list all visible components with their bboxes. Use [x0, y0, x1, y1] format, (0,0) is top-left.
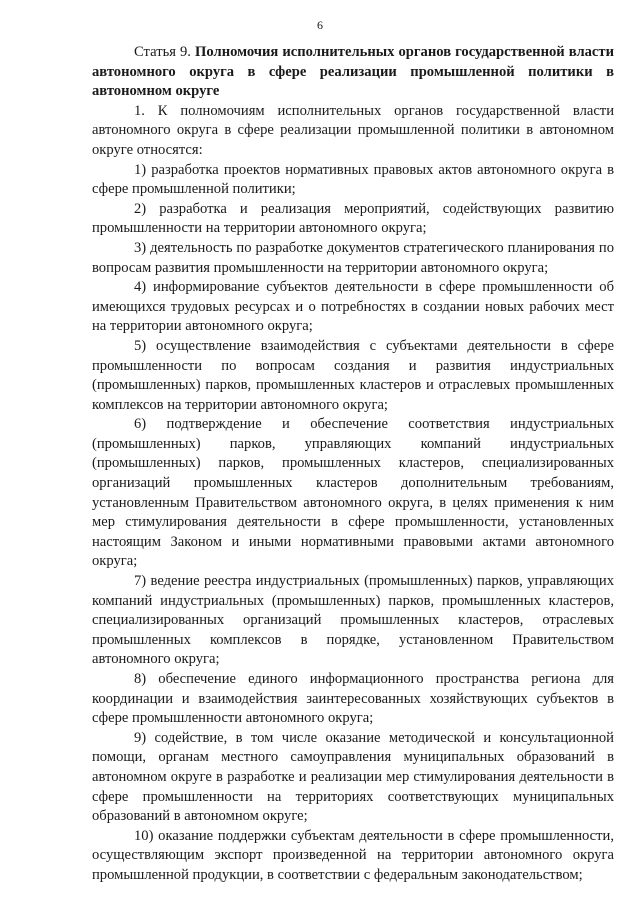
list-item-9: 9) содействие, в том числе оказание методической и консультационной помощи, органам местного самоуправления муниципальных образований в автономном округе в разработке и реализации мер стимулирования деятельности в сфере промышленности на территориях соответствующих муниципальных образований в автономном округе;: [92, 729, 614, 825]
list-item-4: 4) информирование субъектов деятельности в сфере промышленности об имеющихся трудовых ресурсах и о потребностях в создании новых рабочих мест на территории автономного округа;: [92, 279, 614, 335]
article-heading: [92, 43, 614, 102]
list-item-7: 7) ведение реестра индустриальных (промышленных) парков, управляющих компаний индустриальных (промышленных) парков, промышленных кластеров, специализированных организаций промышленных кластеров, отраслевых промышленных комплексов в порядке, установленном Правительством автономного округа;: [92, 573, 614, 668]
page-number: 6: [317, 18, 323, 32]
article-prefix: Статья 9.: [134, 44, 191, 60]
article-title: Полномочия исполнительных органов государственной власти автономного округа в сфере реализации промышленной политики в автономном округе: [92, 44, 614, 100]
list-item-3: 3) деятельность по разработке документов стратегического планирования по вопросам развития промышленности на территории автономного округа;: [92, 239, 614, 276]
list-item-1: 1) разработка проектов нормативных правовых актов автономного округа в сфере промышленной политики;: [92, 161, 614, 198]
list-item-2: 2) разработка и реализация мероприятий, содействующих развитию промышленности на территории автономного округа;: [92, 200, 614, 237]
list-item-10: 10) оказание поддержки субъектам деятельности в сфере промышленности, осуществляющим экспорт произведенной на территории автономного округа промышленной продукции, в соответствии с федеральным законодательством;: [92, 827, 614, 883]
document-body: [92, 43, 614, 886]
list-item-6: 6) подтверждение и обеспечение соответствия индустриальных (промышленных) парков, управляющих компаний индустриальных (промышленных) парков, промышленных кластеров, специализированных организаций промышленных кластеров дополнительным требованиям, установленным Правительством автономного округа, в целях применения к ним мер стимулирования деятельности в сфере промышленности, установленных настоящим Законом и иными нормативными правовыми актами автономного округа;: [92, 416, 614, 570]
paragraph-intro: 1. К полномочиям исполнительных органов государственной власти автономного округа в сфере реализации промышленной политики в автономном округе относятся:: [92, 102, 614, 158]
list-item-5: 5) осуществление взаимодействия с субъектами деятельности в сфере промышленности по вопросам создания и развития индустриальных (промышленных) парков, промышленных кластеров и отраслевых промышленных комплексов на территории автономного округа;: [92, 337, 614, 413]
list-item-8: 8) обеспечение единого информационного пространства региона для координации и взаимодействия заинтересованных хозяйствующих субъектов в сфере промышленности автономного округа;: [92, 671, 614, 727]
